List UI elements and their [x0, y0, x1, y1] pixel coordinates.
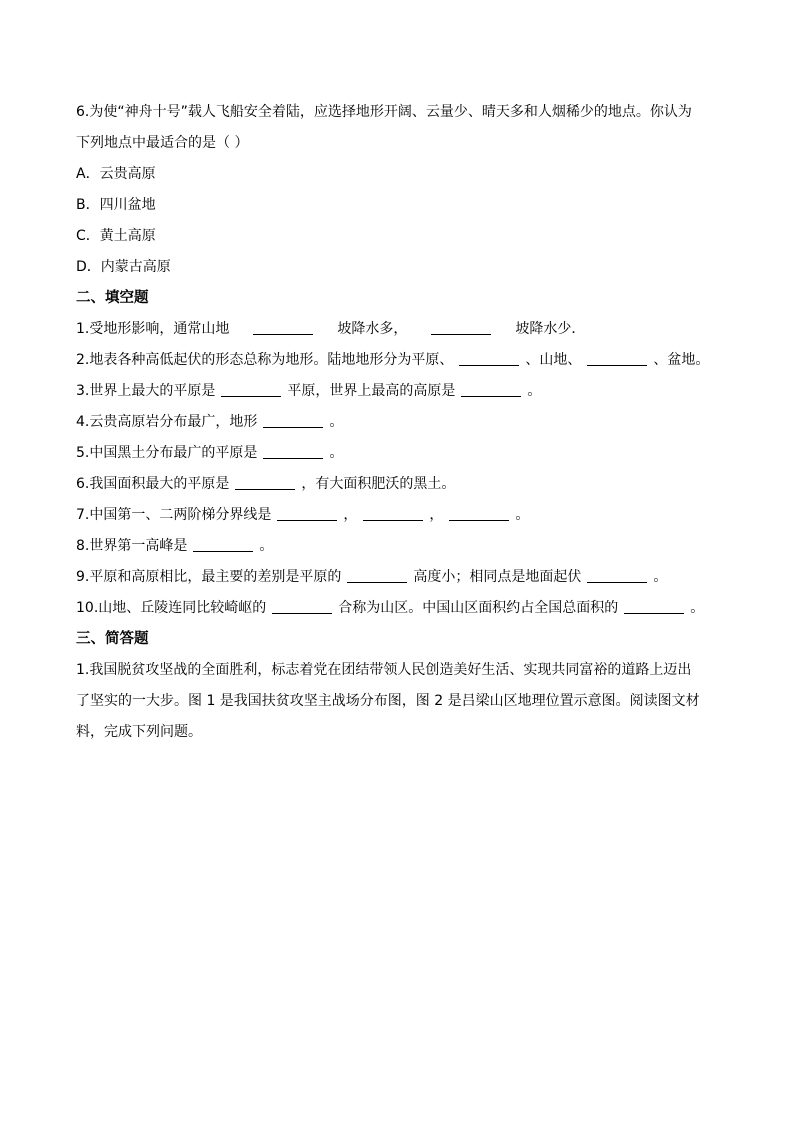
fill-item-7-text-d: 。	[515, 507, 530, 523]
answer-blank	[587, 364, 647, 366]
q6-option-a: A．云贵高原	[76, 166, 156, 182]
fill-item-7-text-b: ，	[343, 507, 358, 523]
fill-item-5-text-b: 。	[329, 445, 344, 461]
fill-item-7	[76, 500, 726, 531]
answer-blank	[272, 612, 332, 614]
fill-item-10-text-a: 10.山地、丘陵连同比较崎岖的	[76, 600, 267, 616]
fill-item-5	[76, 438, 726, 469]
fill-item-1-text-a: 1.受地形影响，通常山地	[76, 321, 230, 337]
fill-item-2	[76, 345, 726, 376]
answer-blank	[449, 519, 509, 521]
fill-item-1	[76, 314, 726, 345]
answer-blank	[277, 519, 337, 521]
fill-item-3-text-a: 3.世界上最大的平原是	[76, 383, 216, 399]
fill-item-2-text-b: 、山地、	[525, 352, 582, 368]
fill-item-8-text-b: 。	[259, 538, 274, 554]
q6-option-c: C．黄土高原	[76, 228, 156, 244]
fill-item-2-text-c: 、盆地。	[653, 352, 710, 368]
fill-item-8	[76, 531, 726, 562]
fill-item-3-text-b: 平原，世界上最高的高原是	[287, 383, 456, 399]
answer-blank	[459, 364, 519, 366]
answer-blank	[587, 581, 647, 583]
answer-blank	[461, 395, 521, 397]
fill-item-7-text-c: ，	[429, 507, 444, 523]
fill-item-10	[76, 593, 726, 624]
answer-blank	[363, 519, 423, 521]
fill-item-8-text-a: 8.世界第一高峰是	[76, 538, 188, 554]
fill-item-3-text-c: 。	[527, 383, 542, 399]
section2-heading: 二、填空题	[76, 290, 149, 306]
answer-blank	[263, 457, 323, 459]
fill-item-10-text-b: 合称为山区。中国山区面积约占全国总面积的	[338, 600, 619, 616]
q6-stem-line1: 6.为使“神舟十号”载人飞船安全着陆，应选择地形开阔、云量少、晴天多和人烟稀少的地点。你认为	[76, 104, 692, 120]
answer-blank	[624, 612, 684, 614]
fill-item-6-text-a: 6.我国面积最大的平原是	[76, 476, 230, 492]
fill-item-6	[76, 469, 726, 500]
fill-item-9	[76, 562, 726, 593]
q6-option-d: D．内蒙古高原	[76, 259, 171, 275]
short-answer-q1-line2: 了坚实的一大步。图 1 是我国扶贫攻坚主战场分布图，图 2 是吕梁山区地理位置示意图。阅读图文材	[76, 693, 700, 709]
section3-heading: 三、简答题	[76, 631, 149, 647]
fill-item-9-text-b: 高度小；相同点是地面起伏	[413, 569, 582, 585]
answer-blank	[221, 395, 281, 397]
fill-item-6-text-b: ，有大面积肥沃的黑土。	[301, 476, 456, 492]
answer-blank	[253, 333, 313, 335]
fill-item-3	[76, 376, 726, 407]
q6-stem-line2: 下列地点中最适合的是（ ）	[76, 135, 249, 151]
fill-item-2-text-a: 2.地表各种高低起伏的形态总称为地形。陆地地形分为平原、	[76, 352, 454, 368]
q6-option-b: B．四川盆地	[76, 197, 156, 213]
fill-item-4-text-b: 。	[329, 414, 344, 430]
fill-item-1-text-c: 坡降水少．	[515, 321, 586, 337]
answer-blank	[235, 488, 295, 490]
fill-item-9-text-a: 9.平原和高原相比，最主要的差别是平原的	[76, 569, 342, 585]
document-page	[76, 97, 726, 748]
answer-blank	[263, 426, 323, 428]
fill-item-4	[76, 407, 726, 438]
answer-blank	[193, 550, 253, 552]
short-answer-q1-line1: 1.我国脱贫攻坚战的全面胜利，标志着党在团结带领人民创造美好生活、实现共同富裕的道路上迈出	[76, 662, 692, 678]
answer-blank	[431, 333, 491, 335]
fill-item-1-text-b: 坡降水多，	[337, 321, 408, 337]
fill-item-9-text-c: 。	[653, 569, 668, 585]
fill-item-7-text-a: 7.中国第一、二两阶梯分界线是	[76, 507, 272, 523]
fill-item-10-text-c: 。	[690, 600, 705, 616]
fill-item-5-text-a: 5.中国黑土分布最广的平原是	[76, 445, 258, 461]
answer-blank	[347, 581, 407, 583]
short-answer-q1-line3: 料，完成下列问题。	[76, 724, 202, 740]
fill-item-4-text-a: 4.云贵高原岩分布最广，地形	[76, 414, 258, 430]
